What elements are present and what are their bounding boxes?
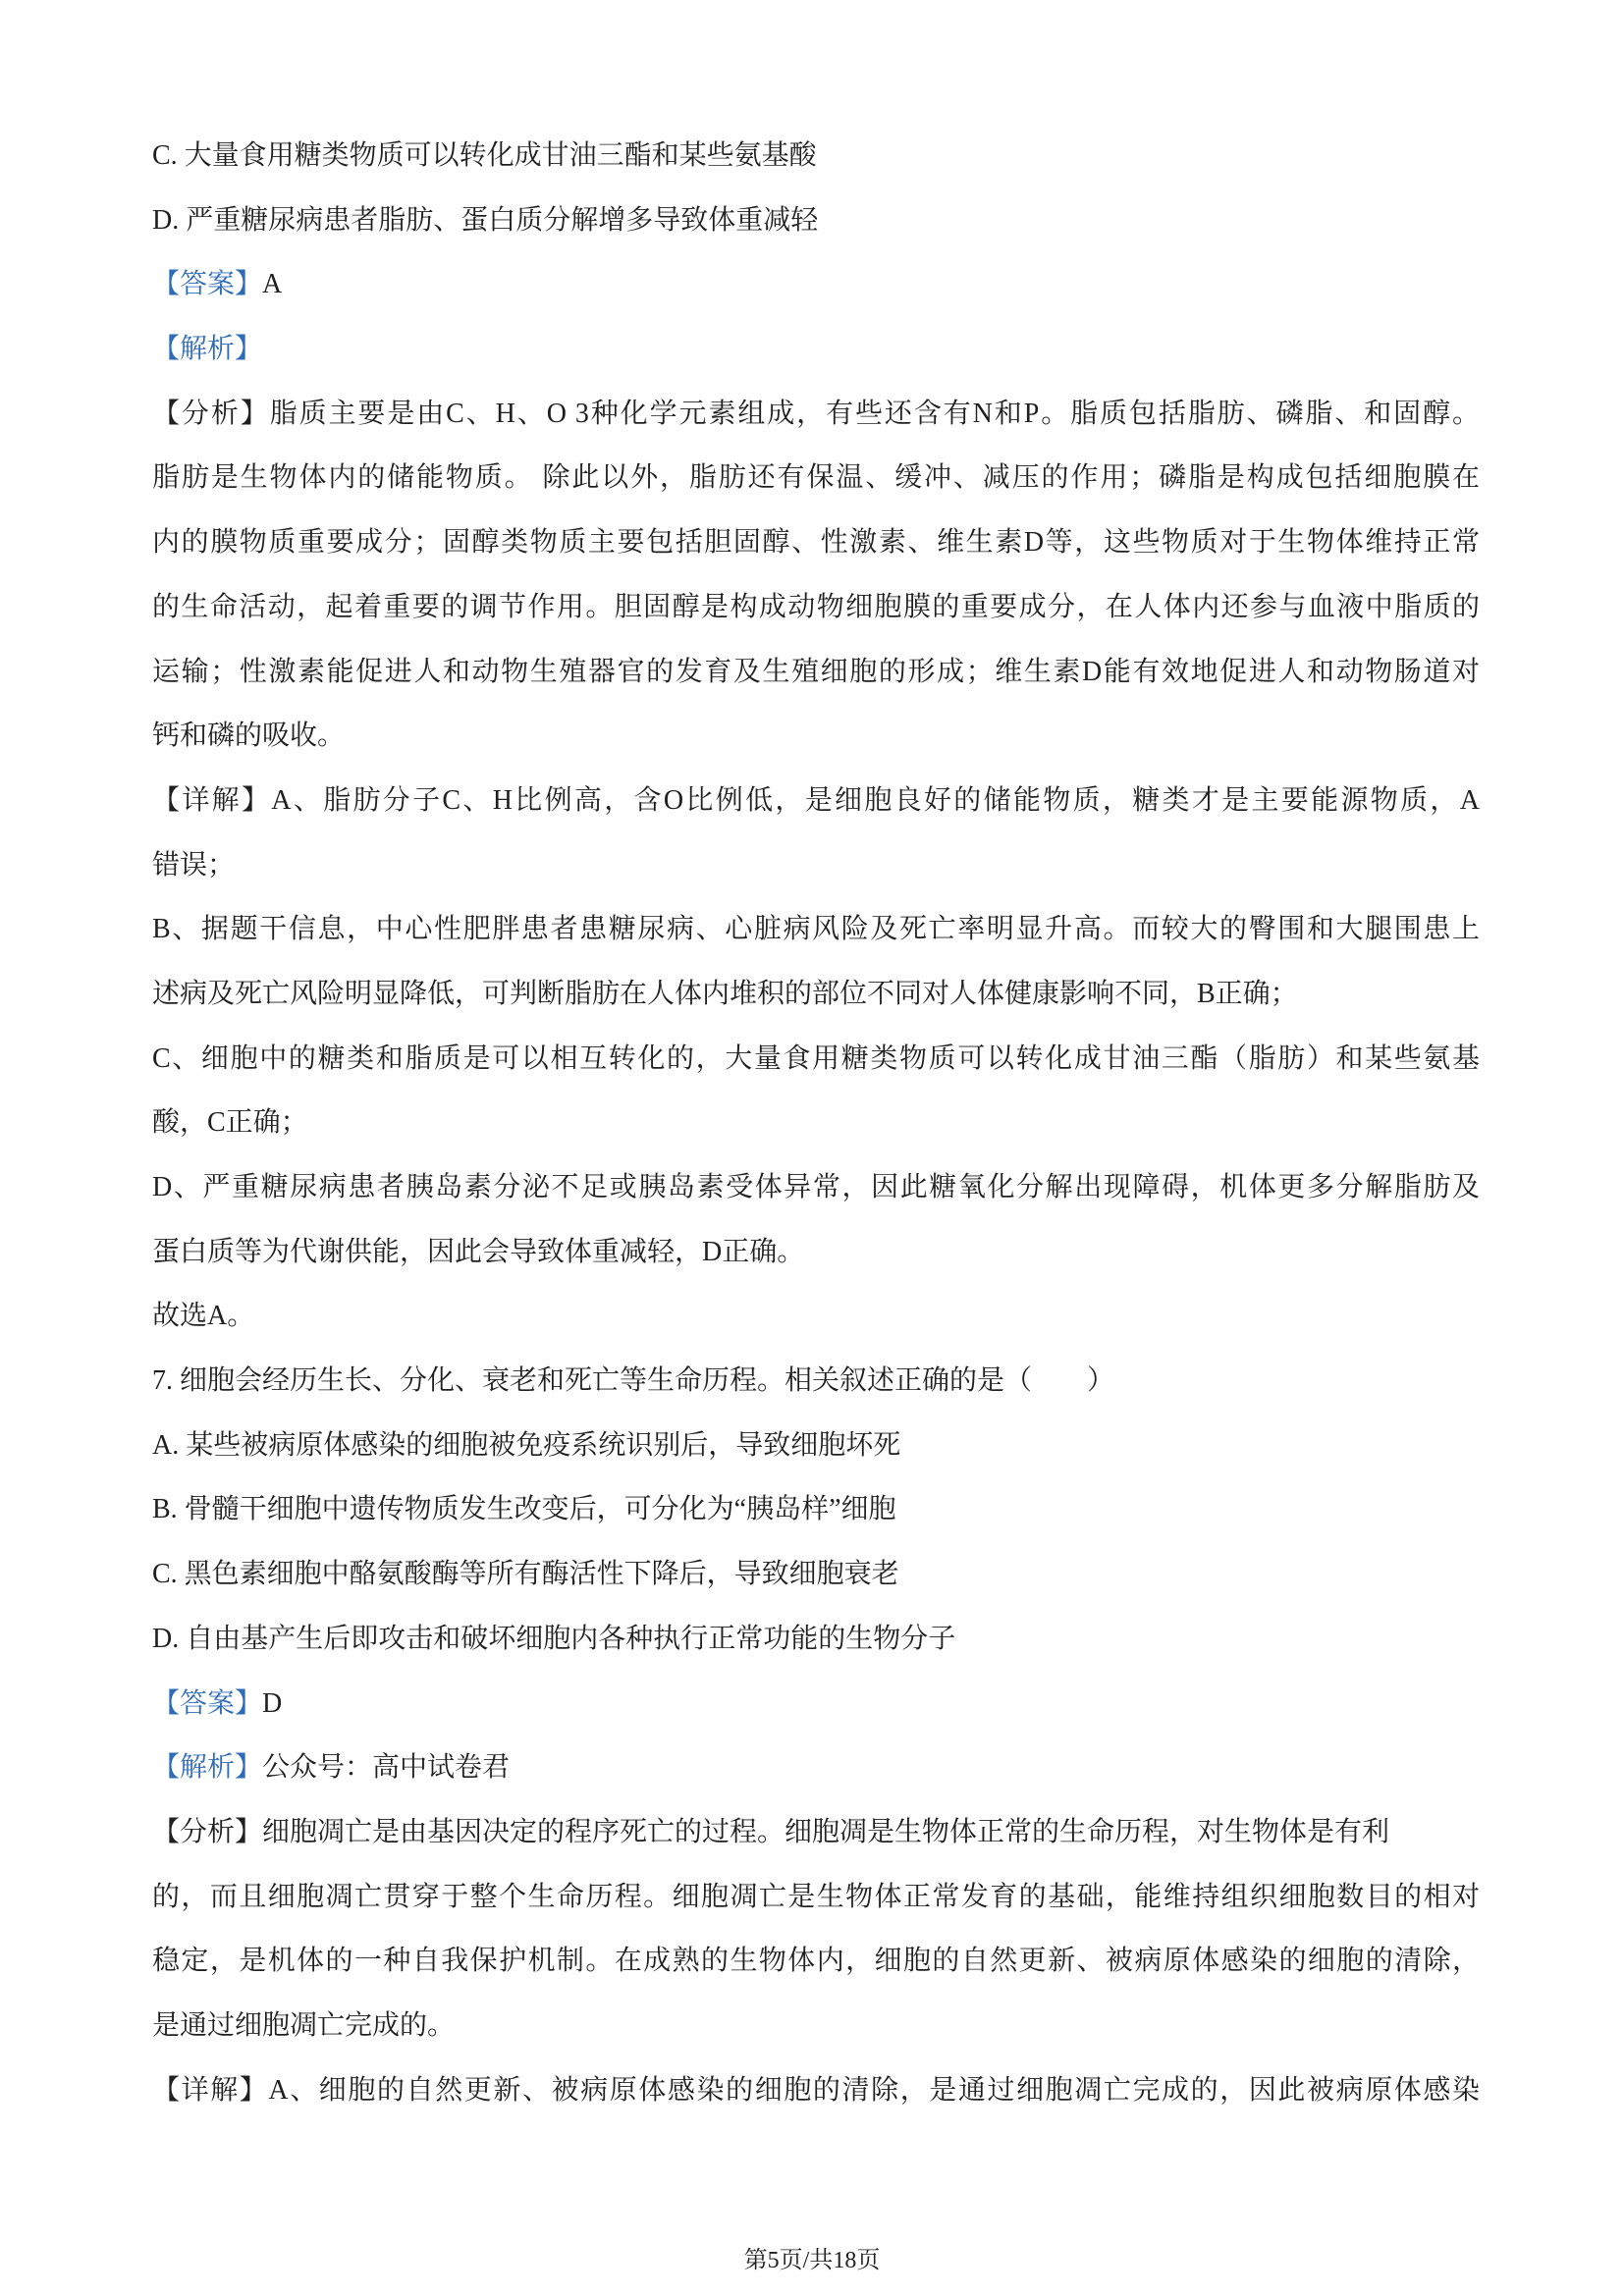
q6-analysis-line [152, 575, 1480, 640]
q7-option-b [152, 1477, 1480, 1542]
option-text: A. 某些被病原体感染的细胞被免疫系统识别后，导致细胞坏死 [152, 1429, 901, 1461]
q6-detail-line [152, 1220, 1480, 1285]
q7-analysis-line [152, 1994, 1480, 2058]
answer-value: D [262, 1687, 283, 1719]
q6-answer [152, 252, 1480, 317]
q6-analysis-line [152, 446, 1480, 510]
option-text: C. 大量食用糖类物质可以转化成甘油三酯和某些氨基酸 [152, 140, 817, 171]
analysis-text: 的生命活动，起着重要的调节作用。胆固醇是构成动物细胞膜的重要成分，在人体内还参与血液中脂质的 [152, 591, 1480, 622]
detail-text: B、据题干信息，中心性肥胖患者患糖尿病、心脏病风险及死亡率明显升高。而较大的臀围和大腿围患上 [152, 914, 1480, 945]
q7-option-c [152, 1542, 1480, 1607]
option-text: D. 严重糖尿病患者脂肪、蛋白质分解增多导致体重减轻 [152, 204, 819, 236]
answer-label: 【答案】 [152, 1687, 263, 1719]
q6-analysis-line [152, 382, 1480, 447]
page-footer [0, 2244, 1624, 2277]
detail-text: A、脂肪分子C、H比例高，含O比例低，是细胞良好的储能物质，糖类才是主要能源物质，A [271, 784, 1480, 816]
analysis-text: 的，而且细胞凋亡贯穿于整个生命历程。细胞凋亡是生物体正常发育的基础，能维持组织细胞数目的相对 [152, 1881, 1480, 1912]
q6-detail-line [152, 769, 1480, 833]
q7-detail-line [152, 2058, 1480, 2123]
detail-text: 酸，C正确； [152, 1107, 308, 1139]
q6-analysis-line [152, 640, 1480, 705]
page-content [152, 124, 1480, 2122]
q6-detail-line [152, 833, 1480, 898]
q7-analysis-line [152, 1800, 1480, 1865]
analysis-text: 脂肪是生物体内的储能物质。 除此以外，脂肪还有保温、缓冲、减压的作用；磷脂是构成包括细胞膜在 [152, 462, 1480, 494]
q6-explanation-heading [152, 317, 1480, 382]
analysis-text: 钙和磷的吸收。 [152, 721, 346, 752]
analysis-text: 运输；性激素能促进人和动物生殖器官的发育及生殖细胞的形成；维生素D能有效地促进人和动物肠道对 [152, 656, 1480, 687]
analysis-text: 脂质主要是由C、H、O 3种化学元素组成，有些还含有N和P。脂质包括脂肪、磷脂、和固醇。 [269, 398, 1480, 429]
analysis-text: 是通过细胞凋亡完成的。 [152, 2009, 456, 2041]
q7-stem [152, 1349, 1480, 1414]
q7-analysis-line [152, 1929, 1480, 1994]
q6-detail-line [152, 1155, 1480, 1220]
q6-detail-line [152, 962, 1480, 1027]
q7-option-d [152, 1607, 1480, 1672]
option-text: C. 黑色素细胞中酪氨酸酶等所有酶活性下降后，导致细胞衰老 [152, 1559, 899, 1590]
analysis-label: 【分析】 [152, 1816, 263, 1847]
answer-value: A [262, 269, 283, 300]
q6-analysis-line [152, 510, 1480, 575]
detail-text: 述病及死亡风险明显降低，可判断脂肪在人体内堆积的部位不同对人体健康影响不同，B正确； [152, 978, 1298, 1009]
explanation-label: 【解析】 [152, 334, 263, 365]
detail-label: 【详解】 [152, 784, 272, 816]
q7-option-a [152, 1414, 1480, 1478]
q6-analysis-line [152, 704, 1480, 769]
option-text: B. 骨髓干细胞中遗传物质发生改变后，可分化为“胰岛样”细胞 [152, 1494, 896, 1525]
detail-text: D、严重糖尿病患者胰岛素分泌不足或胰岛素受体异常，因此糖氧化分解出现障碍，机体更多分解脂肪及 [152, 1172, 1480, 1202]
analysis-text: 内的膜物质重要成分；固醇类物质主要包括胆固醇、性激素、维生素D等，这些物质对于生物体维持正常 [152, 527, 1480, 559]
q6-detail-line [152, 1091, 1480, 1155]
explanation-label: 【解析】 [152, 1752, 263, 1784]
analysis-label: 【分析】 [152, 398, 270, 429]
detail-text: 蛋白质等为代谢供能，因此会导致体重减轻，D正确。 [152, 1236, 805, 1267]
q6-conclusion [152, 1284, 1480, 1349]
page-number: 第5页/共18页 [743, 2248, 881, 2273]
detail-text: C、细胞中的糖类和脂质是可以相互转化的，大量食用糖类物质可以转化成甘油三酯（脂肪）和某些氨基 [152, 1042, 1480, 1074]
option-text: D. 自由基产生后即攻击和破坏细胞内各种执行正常功能的生物分子 [152, 1623, 956, 1654]
q6-option-c [152, 124, 1480, 188]
q6-detail-line [152, 1027, 1480, 1092]
detail-label: 【详解】 [152, 2074, 269, 2106]
detail-text: A、细胞的自然更新、被病原体感染的细胞的清除，是通过细胞凋亡完成的，因此被病原体感染 [268, 2074, 1480, 2106]
q6-detail-line [152, 897, 1480, 962]
q6-option-d [152, 188, 1480, 253]
detail-text: 错误； [152, 849, 236, 881]
answer-label: 【答案】 [152, 269, 263, 300]
analysis-text: 稳定，是机体的一种自我保护机制。在成熟的生物体内，细胞的自然更新、被病原体感染的细胞的清除， [152, 1946, 1480, 1977]
conclusion-text: 故选A。 [152, 1301, 255, 1332]
question-stem: 7. 细胞会经历生长、分化、衰老和死亡等生命历程。相关叙述正确的是（ ） [152, 1365, 1115, 1397]
q7-explanation-heading [152, 1735, 1480, 1800]
q7-answer [152, 1672, 1480, 1736]
analysis-text: 细胞凋亡是由基因决定的程序死亡的过程。细胞凋是生物体正常的生命历程，对生物体是有利 [262, 1816, 1390, 1847]
explanation-note: 公众号：高中试卷君 [262, 1752, 511, 1784]
q7-analysis-line [152, 1865, 1480, 1930]
